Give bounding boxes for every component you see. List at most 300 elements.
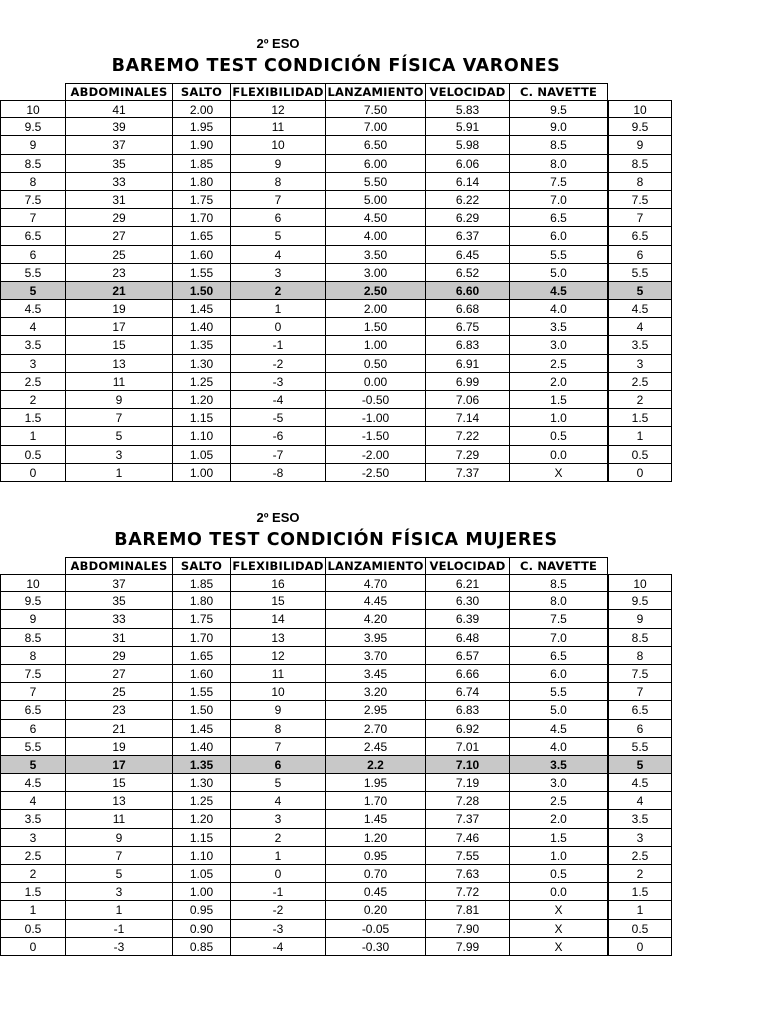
cell-score: 4.5 (0, 300, 66, 318)
cell-score: 0 (0, 464, 66, 482)
cell-velocidad: 6.30 (426, 592, 510, 610)
cell-abdominales: 29 (66, 647, 173, 665)
cell-lanzamiento: -1.00 (326, 409, 426, 427)
cell-flexibilidad: 13 (231, 629, 326, 647)
cell-salto: 1.80 (173, 592, 231, 610)
cell-flexibilidad: 7 (231, 738, 326, 756)
cell-c-navette: 1.0 (510, 409, 608, 427)
table-row (0, 810, 672, 828)
cell-salto: 1.60 (173, 246, 231, 264)
cell-velocidad: 6.39 (426, 610, 510, 628)
header-lanzamiento: LANZAMIENTO (326, 84, 426, 101)
cell-score-right: 7 (608, 683, 672, 701)
cell-score-right: 4 (608, 318, 672, 336)
header-abdominales: ABDOMINALES (66, 558, 173, 575)
cell-c-navette: 1.5 (510, 391, 608, 409)
cell-c-navette: 0.0 (510, 883, 608, 901)
cell-c-navette: 0.5 (510, 865, 608, 883)
cell-score: 5.5 (0, 738, 66, 756)
cell-c-navette: 3.0 (510, 336, 608, 354)
cell-salto: 1.30 (173, 355, 231, 373)
cell-flexibilidad: 10 (231, 136, 326, 154)
cell-score: 1.5 (0, 883, 66, 901)
table-row (0, 629, 672, 647)
table-row (0, 227, 672, 245)
table-row (0, 282, 672, 300)
cell-abdominales: 37 (66, 574, 173, 592)
cell-abdominales: 31 (66, 191, 173, 209)
cell-score: 10 (0, 100, 66, 118)
cell-lanzamiento: 1.45 (326, 810, 426, 828)
cell-velocidad: 7.37 (426, 464, 510, 482)
cell-lanzamiento: 2.2 (326, 756, 426, 774)
cell-velocidad: 6.92 (426, 720, 510, 738)
cell-score-right: 3 (608, 829, 672, 847)
cell-flexibilidad: 16 (231, 574, 326, 592)
cell-flexibilidad: 9 (231, 701, 326, 719)
cell-velocidad: 7.10 (426, 756, 510, 774)
cell-c-navette: 4.5 (510, 720, 608, 738)
cell-score-right: 10 (608, 574, 672, 592)
cell-c-navette: 7.5 (510, 610, 608, 628)
cell-score: 1 (0, 901, 66, 919)
column-header-row (65, 83, 608, 101)
cell-score-right: 9 (608, 610, 672, 628)
table-row (0, 847, 672, 865)
cell-score: 1.5 (0, 409, 66, 427)
cell-score: 5 (0, 282, 66, 300)
cell-abdominales: 27 (66, 227, 173, 245)
cell-abdominales: 1 (66, 464, 173, 482)
cell-c-navette: 4.5 (510, 282, 608, 300)
cell-velocidad: 7.28 (426, 792, 510, 810)
cell-abdominales: 41 (66, 100, 173, 118)
cell-velocidad: 6.75 (426, 318, 510, 336)
cell-c-navette: 6.5 (510, 209, 608, 227)
cell-c-navette: X (510, 901, 608, 919)
cell-flexibilidad: 2 (231, 282, 326, 300)
cell-velocidad: 6.22 (426, 191, 510, 209)
cell-c-navette: 2.5 (510, 792, 608, 810)
cell-velocidad: 7.55 (426, 847, 510, 865)
cell-flexibilidad: 6 (231, 756, 326, 774)
cell-score-right: 2 (608, 865, 672, 883)
cell-lanzamiento: -2.50 (326, 464, 426, 482)
cell-flexibilidad: 8 (231, 720, 326, 738)
cell-score: 8 (0, 647, 66, 665)
cell-flexibilidad: 1 (231, 300, 326, 318)
cell-salto: 1.45 (173, 300, 231, 318)
cell-lanzamiento: 4.70 (326, 574, 426, 592)
cell-lanzamiento: 2.70 (326, 720, 426, 738)
cell-score: 2.5 (0, 373, 66, 391)
cell-abdominales: 33 (66, 173, 173, 191)
cell-score: 8.5 (0, 155, 66, 173)
cell-abdominales: 21 (66, 282, 173, 300)
cell-abdominales: 17 (66, 756, 173, 774)
cell-score: 1 (0, 427, 66, 445)
cell-c-navette: X (510, 938, 608, 956)
cell-velocidad: 6.83 (426, 336, 510, 354)
cell-score-right: 2 (608, 391, 672, 409)
table-row (0, 246, 672, 264)
cell-salto: 0.95 (173, 901, 231, 919)
table-row (0, 336, 672, 354)
cell-salto: 1.65 (173, 227, 231, 245)
cell-c-navette: 7.0 (510, 629, 608, 647)
cell-lanzamiento: 3.50 (326, 246, 426, 264)
cell-lanzamiento: 7.50 (326, 100, 426, 118)
cell-flexibilidad: 3 (231, 264, 326, 282)
cell-abdominales: 21 (66, 720, 173, 738)
cell-score-right: 4.5 (608, 774, 672, 792)
cell-salto: 1.55 (173, 264, 231, 282)
cell-lanzamiento: 3.00 (326, 264, 426, 282)
cell-salto: 0.85 (173, 938, 231, 956)
score-grid (0, 100, 672, 482)
header-abdominales: ABDOMINALES (66, 84, 173, 101)
cell-abdominales: 31 (66, 629, 173, 647)
cell-salto: 1.05 (173, 865, 231, 883)
table-row (0, 136, 672, 154)
cell-flexibilidad: -4 (231, 938, 326, 956)
cell-salto: 1.00 (173, 883, 231, 901)
cell-abdominales: 15 (66, 336, 173, 354)
cell-abdominales: 37 (66, 136, 173, 154)
cell-score-right: 1 (608, 901, 672, 919)
cell-score-right: 3.5 (608, 810, 672, 828)
cell-lanzamiento: -0.50 (326, 391, 426, 409)
cell-lanzamiento: -1.50 (326, 427, 426, 445)
cell-c-navette: 4.0 (510, 738, 608, 756)
cell-score-right: 8 (608, 647, 672, 665)
table-row (0, 592, 672, 610)
cell-score: 9.5 (0, 592, 66, 610)
cell-score: 6.5 (0, 227, 66, 245)
cell-flexibilidad: 1 (231, 847, 326, 865)
cell-velocidad: 7.99 (426, 938, 510, 956)
cell-score: 5 (0, 756, 66, 774)
table-row (0, 373, 672, 391)
cell-score: 7.5 (0, 191, 66, 209)
cell-velocidad: 7.72 (426, 883, 510, 901)
cell-c-navette: 3.0 (510, 774, 608, 792)
cell-velocidad: 6.52 (426, 264, 510, 282)
table-row (0, 574, 672, 592)
cell-lanzamiento: 6.00 (326, 155, 426, 173)
cell-velocidad: 7.22 (426, 427, 510, 445)
cell-abdominales: 9 (66, 829, 173, 847)
cell-c-navette: 8.5 (510, 136, 608, 154)
cell-score-right: 2.5 (608, 373, 672, 391)
header-velocidad: VELOCIDAD (426, 84, 510, 101)
cell-velocidad: 7.37 (426, 810, 510, 828)
cell-c-navette: X (510, 464, 608, 482)
cell-lanzamiento: 0.45 (326, 883, 426, 901)
cell-score: 3 (0, 355, 66, 373)
cell-abdominales: 5 (66, 427, 173, 445)
cell-flexibilidad: -5 (231, 409, 326, 427)
table-row (0, 883, 672, 901)
cell-score-right: 3.5 (608, 336, 672, 354)
cell-flexibilidad: -1 (231, 336, 326, 354)
course-label: 2º ESO (256, 510, 300, 525)
cell-c-navette: 9.5 (510, 100, 608, 118)
cell-abdominales: 27 (66, 665, 173, 683)
cell-velocidad: 6.21 (426, 574, 510, 592)
cell-abdominales: 7 (66, 847, 173, 865)
cell-velocidad: 7.29 (426, 446, 510, 464)
cell-flexibilidad: 0 (231, 865, 326, 883)
cell-score-right: 0.5 (608, 446, 672, 464)
cell-score-right: 4 (608, 792, 672, 810)
cell-velocidad: 6.14 (426, 173, 510, 191)
cell-c-navette: 2.5 (510, 355, 608, 373)
cell-score: 9.5 (0, 118, 66, 136)
cell-velocidad: 6.57 (426, 647, 510, 665)
cell-c-navette: 0.5 (510, 427, 608, 445)
cell-c-navette: 3.5 (510, 318, 608, 336)
table-row (0, 792, 672, 810)
cell-lanzamiento: 5.50 (326, 173, 426, 191)
cell-lanzamiento: 2.50 (326, 282, 426, 300)
cell-salto: 1.20 (173, 810, 231, 828)
cell-lanzamiento: 3.70 (326, 647, 426, 665)
table-row (0, 829, 672, 847)
cell-score: 0 (0, 938, 66, 956)
table-row (0, 720, 672, 738)
header-lanzamiento: LANZAMIENTO (326, 558, 426, 575)
cell-flexibilidad: -2 (231, 355, 326, 373)
cell-flexibilidad: -3 (231, 920, 326, 938)
cell-score: 9 (0, 610, 66, 628)
cell-score-right: 4.5 (608, 300, 672, 318)
cell-c-navette: 8.0 (510, 155, 608, 173)
cell-c-navette: 1.5 (510, 829, 608, 847)
table-row (0, 665, 672, 683)
cell-flexibilidad: 15 (231, 592, 326, 610)
table-row (0, 391, 672, 409)
header-salto: SALTO (173, 558, 231, 575)
cell-score-right: 6.5 (608, 701, 672, 719)
cell-lanzamiento: 2.45 (326, 738, 426, 756)
cell-velocidad: 7.14 (426, 409, 510, 427)
table-row (0, 938, 672, 956)
cell-score: 4.5 (0, 774, 66, 792)
cell-c-navette: 8.0 (510, 592, 608, 610)
cell-abdominales: 29 (66, 209, 173, 227)
cell-score-right: 5 (608, 756, 672, 774)
cell-salto: 1.70 (173, 629, 231, 647)
cell-score: 6.5 (0, 701, 66, 719)
cell-salto: 1.60 (173, 665, 231, 683)
cell-lanzamiento: 4.20 (326, 610, 426, 628)
cell-velocidad: 6.45 (426, 246, 510, 264)
table-row (0, 738, 672, 756)
cell-score: 7 (0, 683, 66, 701)
cell-abdominales: 13 (66, 355, 173, 373)
cell-score: 10 (0, 574, 66, 592)
cell-lanzamiento: 0.50 (326, 355, 426, 373)
cell-abdominales: 15 (66, 774, 173, 792)
cell-salto: 1.10 (173, 427, 231, 445)
cell-score: 8.5 (0, 629, 66, 647)
column-header-row (65, 557, 608, 575)
cell-flexibilidad: 12 (231, 647, 326, 665)
cell-salto: 1.00 (173, 464, 231, 482)
cell-velocidad: 7.19 (426, 774, 510, 792)
cell-salto: 1.50 (173, 282, 231, 300)
table-row (0, 920, 672, 938)
cell-salto: 1.40 (173, 318, 231, 336)
cell-salto: 1.15 (173, 829, 231, 847)
cell-score-right: 6 (608, 246, 672, 264)
cell-lanzamiento: 4.00 (326, 227, 426, 245)
table-row (0, 318, 672, 336)
cell-score-right: 2.5 (608, 847, 672, 865)
cell-lanzamiento: 0.95 (326, 847, 426, 865)
cell-salto: 1.65 (173, 647, 231, 665)
table-row (0, 774, 672, 792)
cell-salto: 1.15 (173, 409, 231, 427)
cell-flexibilidad: 10 (231, 683, 326, 701)
cell-salto: 1.35 (173, 756, 231, 774)
cell-score-right: 0 (608, 938, 672, 956)
cell-salto: 1.30 (173, 774, 231, 792)
cell-c-navette: 0.0 (510, 446, 608, 464)
cell-salto: 1.80 (173, 173, 231, 191)
cell-score-right: 1.5 (608, 883, 672, 901)
cell-abdominales: 35 (66, 592, 173, 610)
cell-velocidad: 6.06 (426, 155, 510, 173)
cell-score-right: 7.5 (608, 665, 672, 683)
table-row (0, 865, 672, 883)
cell-score-right: 0.5 (608, 920, 672, 938)
cell-flexibilidad: 4 (231, 246, 326, 264)
cell-salto: 1.20 (173, 391, 231, 409)
cell-abdominales: 39 (66, 118, 173, 136)
cell-flexibilidad: -2 (231, 901, 326, 919)
cell-flexibilidad: 12 (231, 100, 326, 118)
cell-lanzamiento: 0.20 (326, 901, 426, 919)
cell-velocidad: 7.06 (426, 391, 510, 409)
cell-velocidad: 6.48 (426, 629, 510, 647)
cell-flexibilidad: 14 (231, 610, 326, 628)
cell-c-navette: 5.0 (510, 701, 608, 719)
cell-abdominales: 9 (66, 391, 173, 409)
cell-score-right: 0 (608, 464, 672, 482)
cell-score: 7.5 (0, 665, 66, 683)
cell-lanzamiento: 3.45 (326, 665, 426, 683)
cell-score: 2 (0, 391, 66, 409)
cell-abdominales: 25 (66, 683, 173, 701)
cell-score-right: 7.5 (608, 191, 672, 209)
cell-flexibilidad: 7 (231, 191, 326, 209)
cell-c-navette: 6.5 (510, 647, 608, 665)
score-grid (0, 574, 672, 956)
cell-score: 2.5 (0, 847, 66, 865)
cell-abdominales: -1 (66, 920, 173, 938)
cell-score-right: 1 (608, 427, 672, 445)
cell-salto: 2.00 (173, 100, 231, 118)
cell-lanzamiento: 7.00 (326, 118, 426, 136)
header-c-navette: C. NAVETTE (519, 559, 598, 573)
table-row (0, 427, 672, 445)
cell-salto: 1.45 (173, 720, 231, 738)
cell-velocidad: 6.91 (426, 355, 510, 373)
table-row (0, 683, 672, 701)
cell-flexibilidad: 11 (231, 665, 326, 683)
table-row (0, 264, 672, 282)
cell-abdominales: 35 (66, 155, 173, 173)
cell-abdominales: 3 (66, 883, 173, 901)
cell-lanzamiento: -2.00 (326, 446, 426, 464)
cell-score-right: 8 (608, 173, 672, 191)
cell-salto: 1.85 (173, 155, 231, 173)
cell-flexibilidad: 9 (231, 155, 326, 173)
header-velocidad: VELOCIDAD (426, 558, 510, 575)
table-row (0, 100, 672, 118)
cell-flexibilidad: 0 (231, 318, 326, 336)
cell-abdominales: 23 (66, 264, 173, 282)
cell-flexibilidad: 6 (231, 209, 326, 227)
cell-velocidad: 6.99 (426, 373, 510, 391)
cell-velocidad: 7.63 (426, 865, 510, 883)
cell-flexibilidad: 8 (231, 173, 326, 191)
cell-score-right: 6 (608, 720, 672, 738)
cell-abdominales: 33 (66, 610, 173, 628)
cell-c-navette: 7.5 (510, 173, 608, 191)
cell-c-navette: 2.0 (510, 810, 608, 828)
cell-score: 6 (0, 720, 66, 738)
cell-score: 5.5 (0, 264, 66, 282)
cell-salto: 1.75 (173, 610, 231, 628)
table-row (0, 701, 672, 719)
cell-abdominales: 17 (66, 318, 173, 336)
cell-velocidad: 6.83 (426, 701, 510, 719)
cell-salto: 1.70 (173, 209, 231, 227)
cell-score: 4 (0, 792, 66, 810)
cell-lanzamiento: -0.05 (326, 920, 426, 938)
cell-score-right: 10 (608, 100, 672, 118)
table-row (0, 209, 672, 227)
cell-velocidad: 6.68 (426, 300, 510, 318)
cell-velocidad: 6.74 (426, 683, 510, 701)
cell-flexibilidad: -8 (231, 464, 326, 482)
cell-c-navette: 8.5 (510, 574, 608, 592)
cell-salto: 1.50 (173, 701, 231, 719)
cell-lanzamiento: 3.20 (326, 683, 426, 701)
cell-c-navette: 2.0 (510, 373, 608, 391)
cell-flexibilidad: 5 (231, 227, 326, 245)
table-row (0, 155, 672, 173)
cell-c-navette: 5.5 (510, 683, 608, 701)
cell-abdominales: 1 (66, 901, 173, 919)
cell-abdominales: 19 (66, 738, 173, 756)
cell-lanzamiento: 5.00 (326, 191, 426, 209)
cell-abdominales: 3 (66, 446, 173, 464)
cell-salto: 1.85 (173, 574, 231, 592)
cell-velocidad: 7.01 (426, 738, 510, 756)
cell-abdominales: 19 (66, 300, 173, 318)
cell-lanzamiento: 1.20 (326, 829, 426, 847)
table-row (0, 756, 672, 774)
table-row (0, 901, 672, 919)
cell-abdominales: -3 (66, 938, 173, 956)
cell-abdominales: 11 (66, 810, 173, 828)
cell-flexibilidad: 2 (231, 829, 326, 847)
cell-abdominales: 7 (66, 409, 173, 427)
